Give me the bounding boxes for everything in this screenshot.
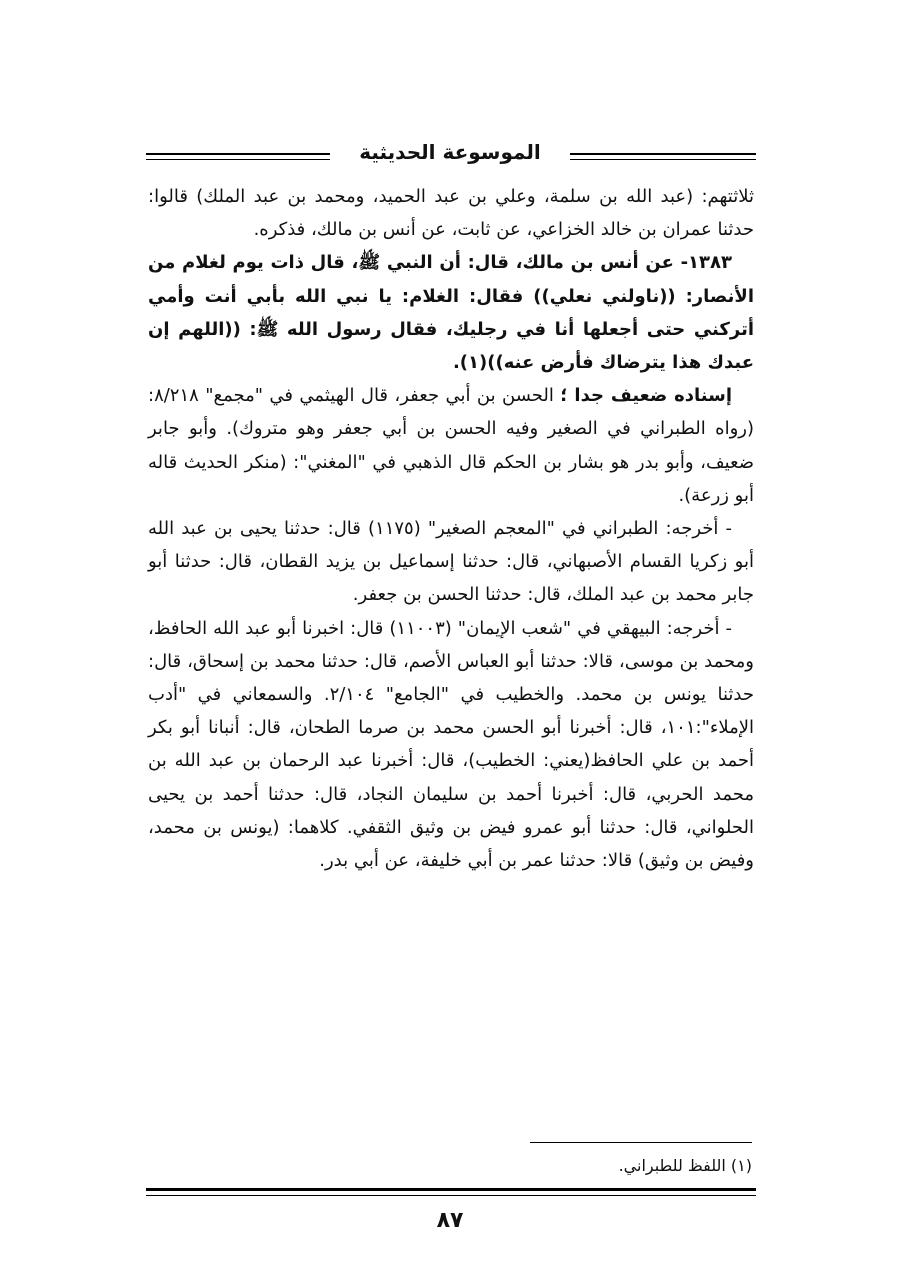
header-rule-right-thin — [570, 159, 756, 160]
main-text — [148, 180, 754, 877]
paragraph-isnad-grading — [148, 379, 754, 512]
paragraph-takhrij-tabarani: - أخرجه: الطبراني في "المعجم الصغير" (١١٧٥) قال: حدثنا يحيى بن عبد الله أبو زكريا القسام الأصبهاني، قال: حدثنا إسماعيل بن يزيد القطان، قال: حدثنا أبو جابر محمد بن عبد الملك، قال: حدثنا الحسن بن جعفر. — [148, 518, 754, 606]
grading-lead: إسناده ضعيف جدا ؛ — [560, 385, 732, 407]
paragraph-narrators: ثلاثتهم: (عبد الله بن سلمة، وعلي بن عبد الحميد، ومحمد بن عبد الملك) قالوا: حدثنا عمران بن خالد الخزاعي، عن ثابت، عن أنس بن مالك، فذكره. — [148, 186, 754, 241]
header-rule-left — [146, 153, 330, 155]
header-rule-left-thin — [146, 159, 330, 160]
footer-rule-thin — [146, 1195, 756, 1196]
page-number: ٨٧ — [436, 1208, 464, 1233]
footnote-separator — [530, 1142, 752, 1143]
grading-text: الحسن بن أبي جعفر، قال الهيثمي في "مجمع" ٨/٢١٨: (رواه الطبراني في الصغير وفيه الحسن بن أبي جعفر وهو متروك). وأبو جابر ضعيف، وأبو بدر هو بشار بن الحكم قال الذهبي في "المغني": (منكر الحديث قاله أبو زرعة). — [148, 385, 754, 506]
paragraph-takhrij-bayhaqi: - أخرجه: البيهقي في "شعب الإيمان" (١١٠٠٣) قال: اخبرنا أبو عبد الله الحافظ، ومحمد بن موسى، قالا: حدثنا أبو العباس الأصم، قال: حدثنا محمد بن إسحاق، قال: حدثنا يونس بن محمد. والخطيب في "الجامع" ٢/١٠٤. والسمعاني في "أدب الإملاء":١٠١، قال: أخبرنا أبو الحسن محمد بن صرما الطحان، قال: أنبانا أبو بكر أحمد بن علي الحافظ(يعني: الخطيب)، قال: أخبرنا عبد الرحمان بن عبد الله بن محمد الحربي، قال: أخبرنا أحمد بن سليمان النجاد، قال: حدثنا أحمد بن يحيى الحلواني، قال: حدثنا أبو عمرو فيض بن وثيق الثقفي. كلاهما: (يونس بن محمد، وفيض بن وثيق) قالا: حدثنا عمر بن أبي خليفة، عن أبي بدر. — [148, 617, 754, 872]
footer-rule-thick — [146, 1188, 756, 1191]
paragraph-hadith-1383: ١٣٨٣- عن أنس بن مالك، قال: أن النبي ﷺ، قال ذات يوم لغلام من الأنصار: ((ناولني نعلي)) فقال: الغلام: يا نبي الله بأبي أنت وأمي أتركني حتى أجعلها أنا في رجليك، فقال رسول الله ﷺ: ((اللهم إن عبدك هذا يترضاك فأرض عنه))(١). — [148, 252, 754, 374]
running-header-title: الموسوعة الحديثية — [330, 140, 570, 164]
footnote: (١) اللفظ للطبراني. — [618, 1156, 752, 1175]
header-rule-right — [570, 153, 756, 155]
